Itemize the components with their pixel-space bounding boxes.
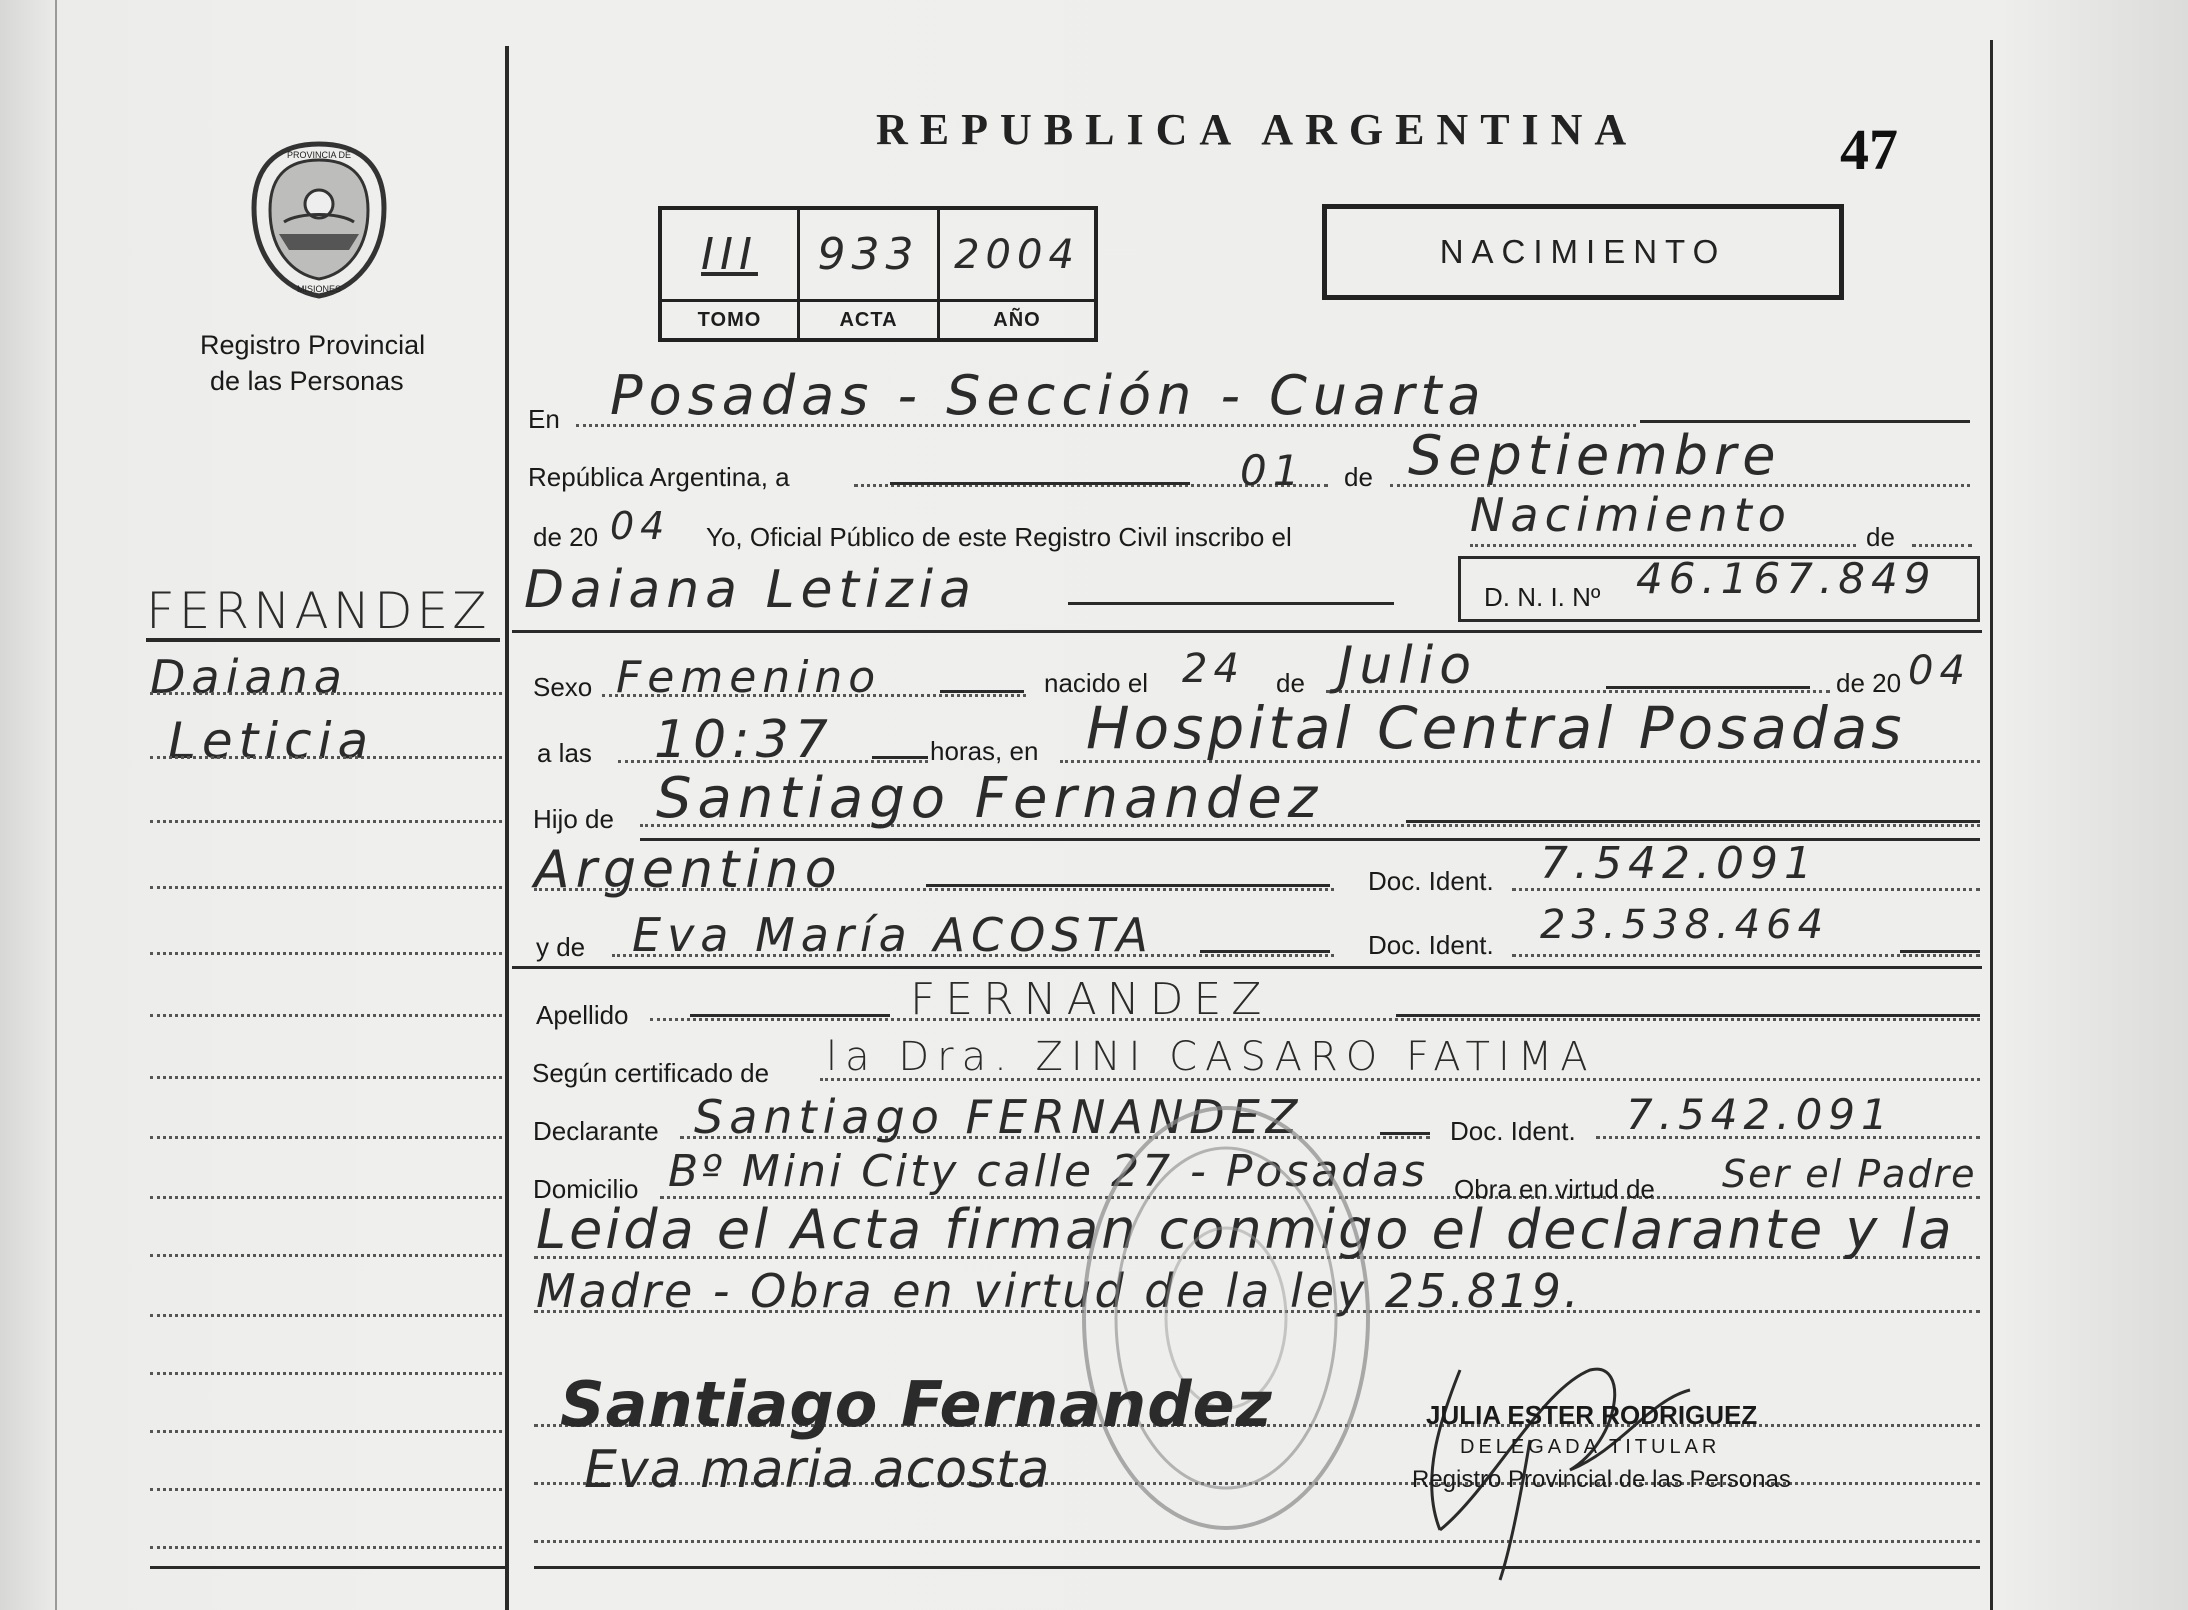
acta-value: 933 bbox=[800, 210, 940, 302]
margin-dotted-line bbox=[150, 1254, 502, 1257]
value-nombre: Daiana Letizia bbox=[524, 560, 977, 620]
acta-label: ACTA bbox=[800, 302, 940, 338]
margin-dotted-line bbox=[150, 952, 502, 955]
anio-value: 2004 bbox=[940, 210, 1094, 302]
official-title: DELEGADA TITULAR bbox=[1460, 1436, 1721, 1458]
anio-label: AÑO bbox=[993, 308, 1041, 331]
margin-dotted-line bbox=[150, 1430, 502, 1433]
margin-dotted-line bbox=[150, 1488, 502, 1491]
value-padre-nacionalidad: Argentino bbox=[534, 840, 843, 900]
label-en: En bbox=[528, 404, 560, 434]
line-madre-end bbox=[1200, 950, 1330, 953]
line-tipo-end bbox=[1912, 544, 1972, 547]
right-margin-rule bbox=[1990, 40, 1993, 1610]
official-office: Registro Provincial de las Personas bbox=[1412, 1466, 1791, 1493]
svg-text:PROVINCIA DE: PROVINCIA DE bbox=[286, 150, 352, 160]
folio-number: 47 bbox=[1840, 117, 1898, 182]
value-nota-1: Leida el Acta firman conmigo el declarante y la bbox=[536, 1198, 1955, 1261]
label-de-20-b: de 20 bbox=[1836, 668, 1902, 698]
label-segun-cert: Según certificado de bbox=[532, 1058, 770, 1088]
label-a-las: a las bbox=[537, 738, 592, 768]
value-padre-doc: 7.542.091 bbox=[1540, 838, 1818, 889]
page-edge-left bbox=[55, 0, 57, 1610]
value-declarante: Santiago FERNANDEZ bbox=[694, 1090, 1304, 1144]
provincial-emblem-icon bbox=[244, 138, 394, 300]
line-date-b bbox=[890, 482, 1190, 485]
label-declarante: Declarante bbox=[533, 1116, 659, 1146]
line-apellido-end bbox=[1396, 1014, 1980, 1017]
country-title: REPUBLICA ARGENTINA bbox=[876, 105, 1639, 154]
value-madre: Eva María ACOSTA bbox=[632, 908, 1154, 962]
label-horas-en: horas, en bbox=[930, 736, 1039, 766]
label-sexo: Sexo bbox=[533, 672, 593, 702]
label-doc-ident-3: Doc. Ident. bbox=[1450, 1116, 1576, 1146]
margin-dotted-line bbox=[150, 756, 502, 759]
margin-dotted-line bbox=[150, 820, 502, 823]
record-type-box bbox=[1322, 204, 1844, 300]
label-de-3: de bbox=[1276, 668, 1305, 698]
margin-surname: FERNANDEZ bbox=[146, 582, 491, 640]
line-nacionalidad-end bbox=[926, 884, 1330, 887]
margin-dotted-line bbox=[150, 1014, 502, 1017]
line-mes-nac-end bbox=[1606, 686, 1810, 689]
label-obra-virtud: Obra en virtud de bbox=[1454, 1174, 1655, 1204]
value-anio-nac-suffix: 04 bbox=[1908, 648, 1971, 694]
value-lugar: Posadas - Sección - Cuarta bbox=[610, 364, 1487, 427]
tomo-value: III bbox=[662, 210, 800, 302]
left-margin-rule bbox=[505, 46, 509, 1610]
margin-dotted-line bbox=[150, 1372, 502, 1375]
value-mes: Septiembre bbox=[1408, 424, 1782, 487]
value-hora: 10:37 bbox=[654, 710, 834, 770]
label-apellido: Apellido bbox=[536, 1000, 629, 1030]
margin-bottom-rule bbox=[150, 1566, 505, 1569]
registry-name-line1: Registro Provincial bbox=[200, 330, 426, 360]
line-apellido bbox=[650, 1018, 1980, 1021]
label-y-de: y de bbox=[536, 932, 586, 962]
value-obra-virtud: Ser el Padre bbox=[1722, 1152, 1977, 1196]
value-dni: 46.167.849 bbox=[1636, 554, 1937, 603]
margin-dotted-line bbox=[150, 692, 502, 695]
line-madre-doc bbox=[1512, 954, 1980, 957]
line-tipo bbox=[1470, 544, 1856, 547]
value-anio-suffix: 04 bbox=[610, 504, 671, 548]
label-yo-oficial: Yo, Oficial Público de este Registro Civil inscribo el bbox=[706, 522, 1292, 552]
margin-dotted-line bbox=[150, 1196, 502, 1199]
record-type-label: NACIMIENTO bbox=[1439, 233, 1727, 270]
value-domicilio: Bº Mini City calle 27 - Posadas bbox=[668, 1146, 1429, 1197]
registration-table bbox=[658, 206, 1098, 342]
label-republica: República Argentina, a bbox=[528, 462, 790, 492]
line-padre-end bbox=[1406, 820, 1980, 823]
value-madre-doc: 23.538.464 bbox=[1540, 902, 1830, 948]
label-domicilio: Domicilio bbox=[533, 1174, 639, 1204]
value-tipo: Nacimiento bbox=[1470, 488, 1792, 542]
svg-text:MISIONES: MISIONES bbox=[296, 284, 342, 294]
rule-row-4 bbox=[512, 630, 1982, 633]
official-signature-scribble bbox=[1400, 1330, 1800, 1590]
signature-2: Eva maria acosta bbox=[584, 1440, 1051, 1500]
label-de-20: de 20 bbox=[533, 522, 599, 552]
official-name: JULIA ESTER RODRIGUEZ bbox=[1426, 1400, 1758, 1430]
margin-dotted-line bbox=[150, 886, 502, 889]
value-declarante-doc: 7.542.091 bbox=[1626, 1090, 1894, 1139]
signature-1: Santiago Fernandez bbox=[560, 1368, 1273, 1441]
margin-given-name-2: Leticia bbox=[168, 712, 375, 770]
margin-surname-underline bbox=[146, 638, 500, 642]
margin-given-name-1: Daiana bbox=[150, 650, 348, 704]
tomo-label: TOMO bbox=[662, 302, 800, 338]
margin-dotted-line bbox=[150, 1546, 502, 1549]
value-dia-nac: 24 bbox=[1182, 646, 1245, 692]
line-declarante-end bbox=[1380, 1132, 1430, 1135]
margin-dotted-line bbox=[150, 1076, 502, 1079]
value-dia: 01 bbox=[1240, 446, 1306, 495]
label-doc-ident-2: Doc. Ident. bbox=[1368, 930, 1494, 960]
line-madre-doc-end bbox=[1900, 950, 1980, 953]
label-nacido-el: nacido el bbox=[1044, 668, 1149, 698]
registry-name-line2: de las Personas bbox=[210, 366, 404, 396]
label-hijo-de: Hijo de bbox=[533, 804, 614, 834]
line-hora-end bbox=[872, 756, 928, 759]
value-padre: Santiago Fernandez bbox=[656, 766, 1324, 831]
label-doc-ident-1: Doc. Ident. bbox=[1368, 866, 1494, 896]
label-de-1: de bbox=[1344, 462, 1373, 492]
registry-round-stamp-icon bbox=[1076, 1098, 1376, 1538]
label-de-2: de bbox=[1866, 522, 1895, 552]
value-apellido: FERNANDEZ bbox=[910, 974, 1272, 1025]
margin-dotted-line bbox=[150, 1136, 502, 1139]
value-mes-nac: Julio bbox=[1338, 636, 1478, 696]
margin-dotted-line bbox=[150, 1314, 502, 1317]
line-apellido-start bbox=[690, 1014, 890, 1017]
value-certificado: la Dra. ZINI CASARO FATIMA bbox=[826, 1034, 1596, 1080]
line-sexo-end bbox=[940, 690, 1024, 693]
value-sexo: Femenino bbox=[616, 652, 882, 703]
label-dni: D. N. I. Nº bbox=[1484, 582, 1601, 612]
line-lugar-end bbox=[1640, 420, 1970, 423]
rule-row-9 bbox=[512, 966, 1982, 969]
value-nota-2: Madre - Obra en virtud de la ley 25.819. bbox=[536, 1264, 1582, 1318]
value-lugar-nac: Hospital Central Posadas bbox=[1086, 694, 1906, 762]
line-nombre bbox=[1068, 602, 1394, 605]
